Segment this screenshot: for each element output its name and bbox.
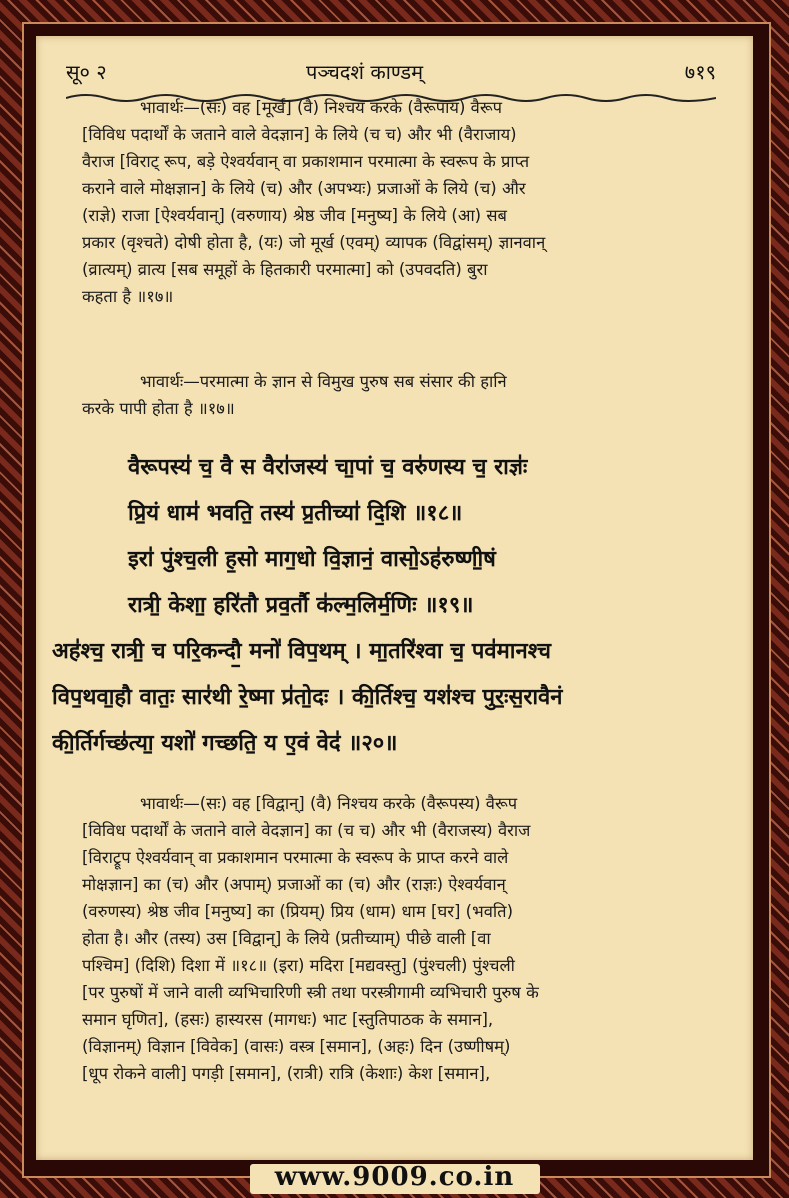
text-line: [धूप रोकने वाली] पगड़ी [समान], (रात्री) रात्रि (केशाः) केश [समान], [82,1064,491,1083]
verse-line: विप॒थवा॒हौ वातः॒ सार॑थी रे॒ष्मा प्र॑तो॒दः । की॒र्तिश्च॒ यश॑श्च पुरः॒स॒रावैनं [52,684,563,710]
chapter-title: पञ्चदशं काण्डम् [306,60,424,84]
text-line: कहता है ॥१७॥ [82,287,174,306]
text-line: [पर पुरुषों में जाने वाली व्यभिचारिणी स्त्री तथा परस्त्रीगामी व्यभिचारी पुरुष के [82,983,539,1002]
commentary-paragraph-1 [82,94,718,310]
page-number: ७१९ [684,60,716,84]
verse-line: इरा॑ पुंश्च॒ली ह॒सो माग॒धो वि॒ज्ञानं॒ वासो॒ऽह॑रुष्णी॒षं [128,546,496,572]
verse-line: अह॑श्च॒ रात्री॒ च परि॒कन्दौ॒ मनो॑ विप॒थम् । मा॒तरि॑श्वा च॒ पव॑मानश्च [52,638,552,664]
text-line: (व्रात्यम्) व्रात्य [सब समूहों के हितकारी परमात्मा] को (उपवदति) बुरा [82,260,488,279]
text-line: (वरुणस्य) श्रेष्ठ जीव [मनुष्य] का (प्रियम्) प्रिय (धाम) धाम [घर] (भवति) [82,902,514,921]
commentary-paragraph-3 [82,790,718,1087]
book-page [36,36,753,1160]
sutra-number: सू० २ [66,60,107,84]
verse-line: प्रि॒यं धाम॑ भवति॒ तस्य॑ प्र॒तीच्या॑ दि॒शि ॥१८॥ [128,500,463,526]
text-line: मोक्षज्ञान] का (च) और (अपाम्) प्रजाओं का (च) और (राज्ञः) ऐश्वर्यवान् [82,875,506,894]
text-line: वैराज [विराट् रूप, बड़े ऐश्वर्यवान् वा प्रकाशमान परमात्मा के स्वरूप के प्राप्त [82,152,530,171]
text-line: होता है। और (तस्य) उस [विद्वान्] के लिये (प्रतीच्याम्) पीछे वाली [वा [82,929,491,948]
sanskrit-verses-20 [52,628,742,766]
text-line: भावार्थः—(सः) वह [विद्वान्] (वै) निश्चय करके (वैरूपस्य) वैरूप [140,794,518,813]
commentary-paragraph-2 [82,368,718,422]
text-line: [विराट्रूप ऐश्वर्यवान् वा प्रकाशमान परमात्मा के स्वरूप के प्राप्त करने वाले [82,848,509,867]
text-line: प्रकार (वृश्चते) दोषी होता है, (यः) जो मूर्ख (एवम्) व्यापक (विद्वांसम्) ज्ञानवान् [82,233,546,252]
sanskrit-verses [82,444,732,628]
text-line: पश्चिम] (दिशि) दिशा में ॥१८॥ (इरा) मदिरा [मद्यवस्तु] (पुंश्चली) पुंश्चली [82,956,515,975]
text-line: (राज्ञे) राजा [ऐश्वर्यवान्] (वरुणाय) श्रेष्ठ जीव [मनुष्य] के लिये (आ) सब [82,206,507,225]
verse-line: रात्री॒ केशा॒ हरि॑तौ प्रव॒र्तौ क॑ल्म॒लिर्म॒णिः ॥१९॥ [128,592,474,618]
text-line: कराने वाले मोक्षज्ञान] के लिये (च) और (अपभ्यः) प्रजाओं के लिये (च) और [82,179,526,198]
page-header [66,58,716,88]
verse-line: वैरूपस्य॑ च॒ वै स वैरा॑जस्य॑ चा॒पां च॒ वरु॑णस्य च॒ राज्ञः॑ [128,454,528,480]
text-line: भावार्थः—परमात्मा के ज्ञान से विमुख पुरुष सब संसार की हानि [140,372,507,391]
text-line: [विविध पदार्थों के जताने वाले वेदज्ञान] के लिये (च च) और भी (वैराजाय) [82,125,517,144]
text-line: (विज्ञानम्) विज्ञान [विवेक] (वासः) वस्त्र [समान], (अहः) दिन (उष्णीषम्) [82,1037,511,1056]
website-watermark: www.9009.co.in [274,1162,515,1192]
text-line: भावार्थः—(सः) वह [मूर्ख] (वै) निश्चय करके (वैरूपाय) वैरूप [140,98,503,117]
verse-line: की॒र्तिर्गच्छ॑त्या॒ यशो॑ गच्छति॒ य ए॒वं वेद॑ ॥२०॥ [52,730,398,756]
text-line: समान घृणित], (हसः) हास्यरस (मागधः) भाट [स्तुतिपाठक के समान], [82,1010,494,1029]
text-line: करके पापी होता है ॥१७॥ [82,399,235,418]
text-line: [विविध पदार्थों के जताने वाले वेदज्ञान] का (च च) और भी (वैराजस्य) वैराज [82,821,531,840]
